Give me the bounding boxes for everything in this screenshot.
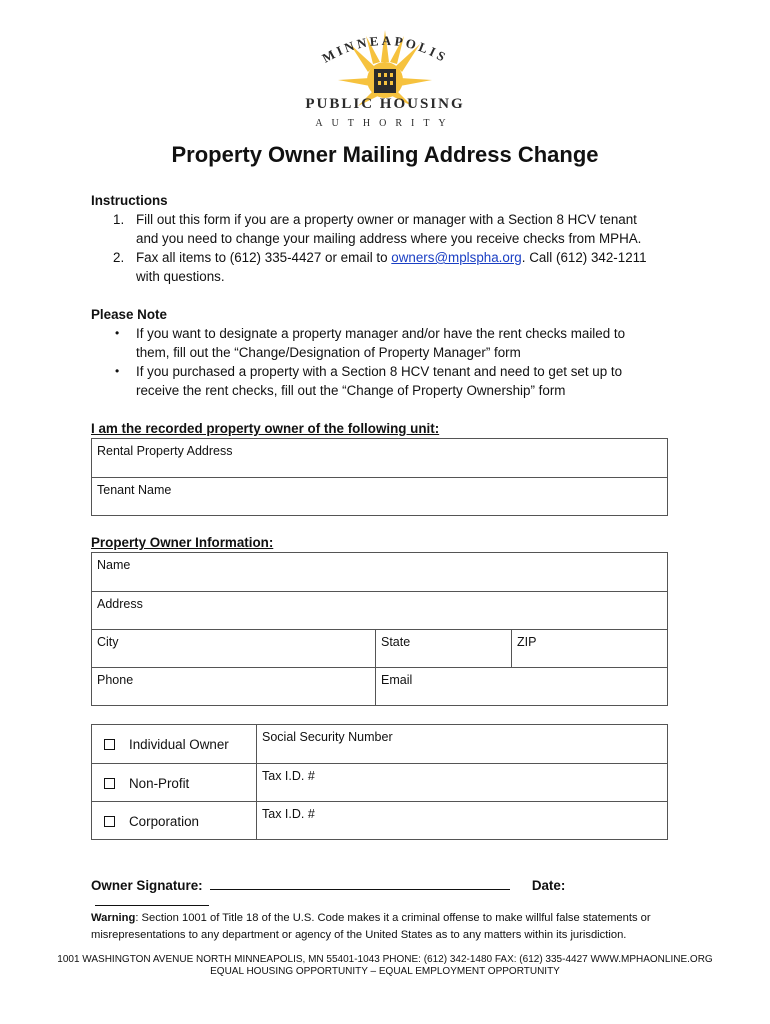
owner-type-row: [92, 763, 667, 801]
footer: [0, 954, 770, 978]
owner-type-label: Corporation: [129, 814, 199, 829]
owner-type-label: Individual Owner: [129, 737, 229, 752]
instruction-text: and you need to change your mailing address where you receive checks from MPHA.: [136, 231, 642, 246]
name-label: Name: [97, 558, 131, 572]
instruction-text: Fill out this form if you are a property owner or manager with a Section 8 HCV tenant: [136, 212, 637, 227]
signature-line[interactable]: [210, 877, 510, 890]
individual-owner-checkbox[interactable]: [104, 739, 115, 750]
instruction-text-part: Fax all items to (612) 335-4427 or email to: [136, 250, 392, 265]
signature-label: Owner Signature:: [91, 878, 203, 893]
date-line[interactable]: [95, 893, 209, 906]
zip-label[interactable]: ZIP: [511, 630, 667, 667]
tenant-name-row[interactable]: [92, 477, 667, 515]
owner-info-table: [91, 552, 668, 706]
city-state-zip-row: [92, 629, 667, 667]
note-item: [91, 362, 681, 400]
instructions-section: [91, 191, 681, 286]
rental-address-row[interactable]: [92, 439, 667, 477]
signature-row: [91, 877, 681, 909]
address-row[interactable]: [92, 591, 667, 629]
unit-section-label: I am the recorded property owner of the following unit:: [91, 421, 440, 436]
bullet: •: [115, 364, 120, 378]
tax-id-label[interactable]: Tax I.D. #: [256, 764, 667, 801]
page-title: Property Owner Mailing Address Change: [171, 142, 599, 167]
owner-type-row: [92, 801, 667, 839]
corporation-option[interactable]: [104, 814, 199, 829]
instruction-text-part: . Call (612) 342-1211: [521, 250, 647, 265]
instruction-item: [91, 248, 681, 286]
instruction-item: [91, 210, 681, 248]
bullet: •: [115, 326, 120, 340]
city-label[interactable]: City: [97, 635, 119, 649]
note-section: [91, 305, 681, 400]
instruction-number: 2.: [113, 250, 125, 265]
logo-top-text: MINNEAPOLIS: [319, 32, 451, 66]
email-label[interactable]: Email: [375, 668, 667, 705]
note-text: receive the rent checks, fill out the “Change of Property Ownership” form: [136, 383, 566, 398]
name-row[interactable]: [92, 553, 667, 591]
ssn-label[interactable]: Social Security Number: [256, 725, 667, 763]
instructions-heading: Instructions: [91, 193, 168, 208]
date-label: Date:: [531, 878, 566, 893]
footer-address: 1001 WASHINGTON AVENUE NORTH MINNEAPOLIS, MN 55401-1043 PHONE: (612) 342-1480 FAX: (612) 335-4427 WWW.MPHAONLINE.ORG: [57, 954, 713, 965]
owner-type-table: [91, 724, 668, 840]
building-icon: [374, 69, 396, 93]
rental-address-label: Rental Property Address: [97, 444, 233, 458]
note-text: If you want to designate a property manager and/or have the rent checks mailed to: [136, 326, 626, 341]
tenant-name-label: Tenant Name: [97, 483, 172, 497]
warning-label: Warning: [91, 912, 136, 924]
owner-section-label: Property Owner Information:: [91, 535, 274, 550]
non-profit-checkbox[interactable]: [104, 778, 115, 789]
corporation-checkbox[interactable]: [104, 816, 115, 827]
warning-body: : Section 1001 of Title 18 of the U.S. Code makes it a criminal offense to make willful false statements or: [135, 912, 651, 924]
phone-email-row: [92, 667, 667, 705]
individual-owner-option[interactable]: [104, 737, 229, 752]
note-heading: Please Note: [91, 307, 167, 322]
note-text: them, fill out the “Change/Designation of Property Manager” form: [136, 345, 521, 360]
footer-equal-opportunity: EQUAL HOUSING OPPORTUNITY – EQUAL EMPLOYMENT OPPORTUNITY: [210, 966, 560, 977]
email-link[interactable]: owners@mplspha.org: [391, 250, 522, 265]
instruction-text: [136, 248, 681, 267]
warning-body: misrepresentations to any department or agency of the United States as to any matters within its jurisdiction.: [91, 929, 627, 941]
state-label[interactable]: State: [375, 630, 511, 667]
logo-bottom-text: AUTHORITY: [315, 118, 455, 129]
address-label: Address: [97, 597, 143, 611]
owner-type-label: Non-Profit: [129, 776, 190, 791]
owner-type-row: [92, 725, 667, 763]
phone-label[interactable]: Phone: [97, 673, 134, 687]
logo-middle-text: PUBLIC HOUSING: [305, 96, 465, 112]
note-text: If you purchased a property with a Section 8 HCV tenant and need to get set up to: [136, 364, 623, 379]
note-item: [91, 324, 681, 362]
instruction-text: with questions.: [136, 269, 225, 284]
non-profit-option[interactable]: [104, 776, 189, 791]
warning-text: [91, 910, 681, 944]
unit-table: [91, 438, 668, 516]
instruction-number: 1.: [113, 212, 125, 227]
sun-building-icon: [290, 22, 480, 134]
mpha-logo: [290, 22, 480, 134]
tax-id-label[interactable]: Tax I.D. #: [256, 802, 667, 839]
